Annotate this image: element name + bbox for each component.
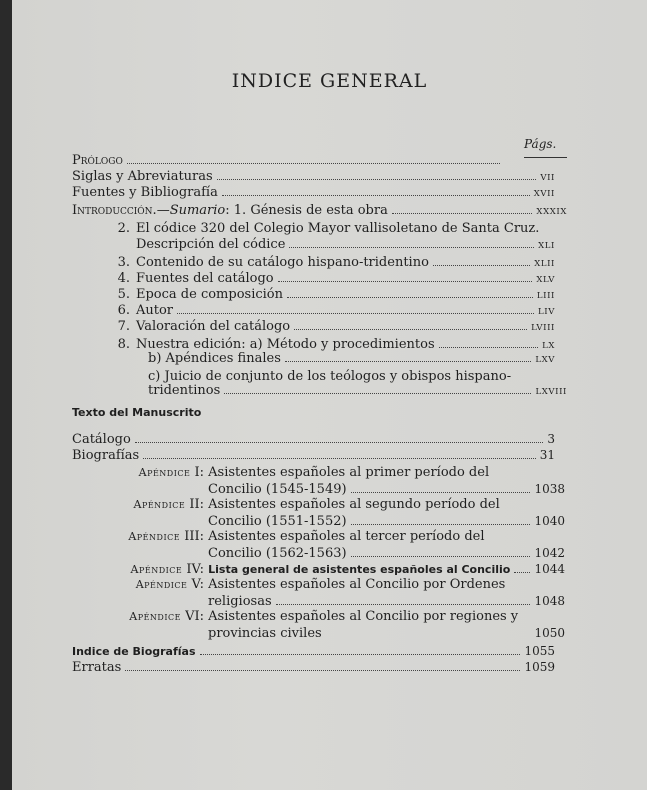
pages-header-rule <box>524 157 567 158</box>
toc-page: 1050 <box>534 626 565 640</box>
leader-dots <box>392 204 533 214</box>
leader-dots <box>285 352 531 362</box>
toc-page: 3 <box>547 432 555 446</box>
toc-page: LXV <box>535 355 555 365</box>
intro-item-8c-line2: tridentinos LXVIII <box>148 383 567 398</box>
apendice-IV: Apéndice IV: Lista general de asistentes españoles al Concilio 1044 <box>130 562 565 577</box>
intro-item-6: 6. Autor LIV <box>117 303 555 318</box>
toc-page: 1044 <box>534 562 565 576</box>
intro-item-2-line1: 2. El códice 320 del Colegio Mayor vallisoletano de Santa Cruz. <box>117 221 540 236</box>
leader-dots <box>177 304 534 314</box>
toc-entry-introduccion: Introducción.—Sumario: 1. Génesis de esta obra XXXIX <box>72 203 567 218</box>
leader-dots <box>125 661 520 671</box>
apendice-I-line2: Concilio (1545-1549) 1038 <box>208 482 565 497</box>
toc-page: LVIII <box>531 323 555 333</box>
leader-dots <box>439 338 538 348</box>
toc-label: Fuentes y Bibliografía <box>72 185 218 200</box>
toc-label: Prólogo <box>72 153 123 168</box>
intro-item-3: 3. Contenido de su catálogo hispano-tridentino XLII <box>117 255 555 270</box>
section-heading-texto: Texto del Manuscrito <box>72 406 202 419</box>
intro-item-5: 5. Epoca de composición LIII <box>117 287 555 302</box>
intro-item-4: 4. Fuentes del catálogo XLV <box>117 271 555 286</box>
apendice-III-line1: Apéndice III: Asistentes españoles al tercer período del <box>128 529 485 544</box>
apendice-II-line2: Concilio (1551-1552) 1040 <box>208 514 565 529</box>
toc-entry-indice-biografias: Indice de Biografías 1055 <box>72 644 555 658</box>
toc-page: XXXIX <box>536 207 567 217</box>
leader-dots <box>351 515 531 525</box>
apendice-VI-line2: provincias civiles 1050 <box>208 626 565 641</box>
leader-dots <box>200 645 521 655</box>
toc-page: LXVIII <box>535 387 567 397</box>
apendice-V-line1: Apéndice V: Asistentes españoles al Concilio por Ordenes <box>135 577 506 592</box>
leader-dots <box>287 288 533 298</box>
toc-page: LX <box>542 341 555 351</box>
toc-page: 1042 <box>534 546 565 560</box>
leader-dots <box>143 449 536 459</box>
leader-dots <box>217 170 537 180</box>
toc-page: XLI <box>538 241 555 251</box>
intro-sumario: —Sumario <box>156 203 226 218</box>
toc-page: XVII <box>533 189 555 199</box>
leader-dots <box>514 563 530 573</box>
toc-page: 1055 <box>524 644 555 658</box>
toc-entry-catalogo: Catálogo 3 <box>72 432 555 447</box>
pages-column-header: Págs. <box>524 137 557 151</box>
leader-dots <box>351 547 531 557</box>
leader-dots <box>278 272 533 282</box>
toc-page: 1059 <box>524 660 555 674</box>
intro-item-text: Génesis de esta obra <box>250 203 388 218</box>
toc-label: Siglas y Abreviaturas <box>72 169 213 184</box>
toc-entry-prologo <box>72 154 504 168</box>
intro-item-8c-line1: c) Juicio de conjunto de los teólogos y obispos hispano- <box>148 369 512 384</box>
toc-page: XLII <box>534 259 555 269</box>
intro-item-8b: b) Apéndices finales LXV <box>148 351 555 366</box>
leader-dots <box>224 384 531 394</box>
toc-page: LIII <box>536 291 555 301</box>
toc-page: 31 <box>539 448 555 462</box>
toc-page: 1038 <box>534 482 565 496</box>
leader-dots <box>433 256 530 266</box>
toc-entry-biografias: Biografías 31 <box>72 448 555 463</box>
toc-page: VII <box>540 173 555 183</box>
intro-item-7: 7. Valoración del catálogo LVIII <box>117 319 555 334</box>
intro-item-2-line2: Descripción del códice XLI <box>136 237 555 252</box>
apendice-VI-line1: Apéndice VI: Asistentes españoles al Concilio por regiones y <box>129 609 519 624</box>
book-page <box>12 0 647 790</box>
intro-item-number: 1. <box>233 203 247 218</box>
apendice-II-line1: Apéndice II: Asistentes españoles al segundo período del <box>133 497 500 512</box>
leader-dots <box>135 433 544 443</box>
toc-page: 1048 <box>534 594 565 608</box>
leader-dots <box>127 154 500 164</box>
toc-entry-siglas <box>72 170 555 185</box>
leader-dots <box>276 595 531 605</box>
leader-dots <box>351 483 531 493</box>
page-title: INDICE GENERAL <box>231 70 428 92</box>
leader-dots <box>294 320 527 330</box>
intro-item-8: 8. Nuestra edición: a) Método y procedimientos LX <box>117 337 555 352</box>
toc-page: XLV <box>536 275 555 285</box>
intro-head: Introducción. <box>72 203 157 218</box>
leader-dots <box>222 186 530 196</box>
toc-entry-fuentes <box>72 186 555 201</box>
toc-page: LIV <box>538 307 555 317</box>
apendice-I-line1: Apéndice I: Asistentes españoles al primer período del <box>138 465 490 480</box>
leader-dots <box>289 238 534 248</box>
toc-entry-erratas: Erratas 1059 <box>72 660 555 675</box>
apendice-V-line2: religiosas 1048 <box>208 594 565 609</box>
toc-page: 1040 <box>534 514 565 528</box>
apendice-III-line2: Concilio (1562-1563) 1042 <box>208 546 565 561</box>
